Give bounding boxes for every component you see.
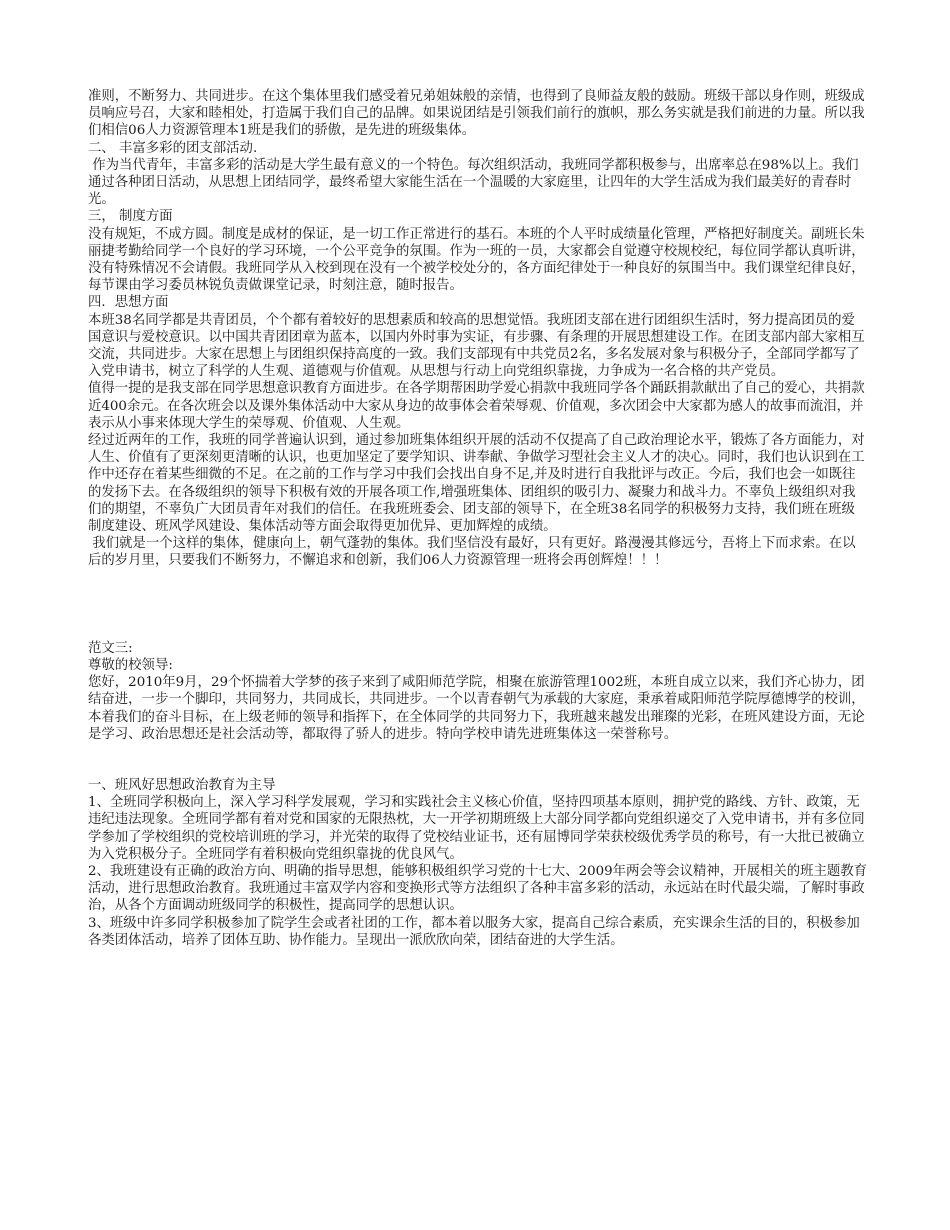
spacer bbox=[88, 743, 868, 777]
paragraph: 经过近两年的工作，我班的同学普遍认识到，通过参加班集体组织开展的活动不仅提高了自己政治理论水平，锻炼了各方面能力，对人生、价值有了更深刻更清晰的认识，也更加坚定了要学知识、讲奉献、争做学习型社会主义人才的决心。同时，我们也认识到在工作中还存在着某些细微的不足。在之前的工作与学习中我们会找出自身不足,并及时进行自我批评与改正。今后，我们也会一如既往的发扬下去。在各级组织的领导下积极有效的开展各项工作,增强班集体、团组织的吸引力、凝聚力和战斗力。不辜负上级组织对我们的期望，不辜负广大团员青年对我们的信任。在我班班委会、团支部的领导下，在全班38名同学的积极努力支持，我们班在班级制度建设、班风学风建设、集体活动等方面会取得更加优异、更加辉煌的成绩。 bbox=[88, 433, 865, 535]
list-item: 1、全班同学积极向上，深入学习科学发展观，学习和实践社会主义核心价值，坚持四项基本原则，拥护党的路线、方针、政策，无违纪违法现象。全班同学都有着对党和国家的无限热枕，大一开学初期班级上大部分同学都向党组织递交了入党申请书，并有多位同学参加了学校组织的党校培训班的学习，并光荣的取得了党校结业证书，还有屈博同学荣获校级优秀学员的称号，有一大批已被确立为入党积极分子。全班同学有着积极向党组织靠拢的优良风气。 bbox=[88, 795, 865, 862]
section-heading: 三， 制度方面 bbox=[88, 209, 173, 225]
list-item: 2、我班建设有正确的政治方向、明确的指导思想，能够积极组织学习党的十七大、2009年两会等会议精神，开展相关的班主题教育活动，进行思想政治教育。我班通过丰富双学内容和变换形式等方法组织了各种丰富多彩的活动，永远站在时代最尖端，了解时事政治，从各个方面调动班级同学的积极性，提高同学的思想认识。 bbox=[88, 863, 868, 914]
paragraph: 我们就是一个这样的集体，健康向上，朝气蓬勃的集体。我们坚信没有最好，只有更好。路漫漫其修远兮，吾将上下而求索。在以后的岁月里，只要我们不断努力，不懈追求和创新，我们06人力资源管理一班将会再创辉煌！！！ bbox=[88, 536, 856, 569]
spacer bbox=[88, 570, 868, 640]
paragraph: 本班38名同学都是共青团员，个个都有着较好的思想素质和较高的思想觉悟。我班团支部在进行团组织生活时，努力提高团员的爱国意识与爱校意识。以中国共青团团章为蓝本，以国内外时事为实证，有步骤、有条理的开展思想建设工作。在团支部内部大家相互交流，共同进步。大家在思想上与团组织保持高度的一致。我们支部现有中共党员2名，多名发展对象与积极分子，全部同学都写了入党申请书，树立了科学的人生观、道德观与价值观。从思想与行动上向党组织靠拢，力争成为一名合格的共产党员。 bbox=[88, 312, 865, 380]
list-item: 3、班级中许多同学积极参加了院学生会或者社团的工作，都本着以服务大家，提高自己综合素质，充实课余生活的目的，积极参加各类团体活动，培养了团体互助、协作能力。呈现出一派欣欣向荣，团结奋进的大学生活。 bbox=[88, 915, 860, 948]
paragraph: 您好，2010年9月，29个怀揣着大学梦的孩子来到了咸阳师范学院，相聚在旅游管理1002班，本班自成立以来，我们齐心协力，团结奋进，一步一个脚印，共同努力，共同成长，共同进步。一个以青春朝气为承载的大家庭，秉承着咸阳师范学院厚德博学的校训，本着我们的奋斗目标，在上级老师的领导和指挥下，在全体同学的共同努力下，我班越来越发出璀璨的光彩，在班风建设方面，无论是学习、政治思想还是社会活动等，都取得了骄人的进步。特向学校申请先进班集体这一荣誉称号。 bbox=[88, 675, 865, 742]
section-heading: 一、班风好思想政治教育为主导 bbox=[88, 777, 276, 793]
section-heading: 二、 丰富多彩的团支部活动. bbox=[88, 140, 258, 156]
salutation: 尊敬的校领导: bbox=[88, 657, 173, 673]
section-heading: 四．思想方面 bbox=[88, 295, 169, 311]
paragraph: 值得一提的是我支部在同学思想意识教育方面进步。在各学期帮困助学爱心捐款中我班同学各个踊跃捐款献出了自己的爱心，共捐款近400余元。在各次班会以及课外集体活动中大家从身边的故事体会着荣辱观、价值观，多次团会中大家都为感人的故事而流泪，并表示从小事来体现大学生的荣辱观、价值观、人生观。 bbox=[88, 381, 865, 431]
paragraph: 作为当代青年，丰富多彩的活动是大学生最有意义的一个特色。每次组织活动，我班同学都积极参与，出席率总在98%以上。我们通过各种团日活动，从思想上团结同学，最终希望大家能生活在一个温暖的大家庭里，让四年的大学生活成为我们最美好的青春时光。 bbox=[88, 157, 859, 208]
paragraph: 准则，不断努力、共同进步。在这个集体里我们感受着兄弟姐妹般的亲情，也得到了良师益友般的鼓励。班级干部以身作则，班级成员响应号召，大家和睦相处，打造属于我们自己的品牌。如果说团结是引领我们前行的旗帜，那么务实就是我们前进的力量。所以我们相信06人力资源管理本1班是我们的骄傲，是先进的班级集体。 bbox=[88, 89, 865, 139]
sample-title: 范文三: bbox=[88, 640, 133, 656]
document-page bbox=[88, 88, 868, 949]
paragraph: 没有规矩，不成方圆。制度是成材的保证，是一切工作正常进行的基石。本班的个人平时成绩量化管理，严格把好制度关。副班长朱丽捷考勤给同学一个良好的学习环境，一个公平竞争的氛围。作为一班的一员，大家都会自觉遵守校规校纪，每位同学都认真听讲，没有特殊情况不会请假。我班同学从入校到现在没有一个被学校处分的，各方面纪律处于一种良好的氛围当中。我们课堂纪律良好，每节课由学习委员林锐负责做课堂记录，时刻注意，随时报告。 bbox=[88, 226, 865, 294]
